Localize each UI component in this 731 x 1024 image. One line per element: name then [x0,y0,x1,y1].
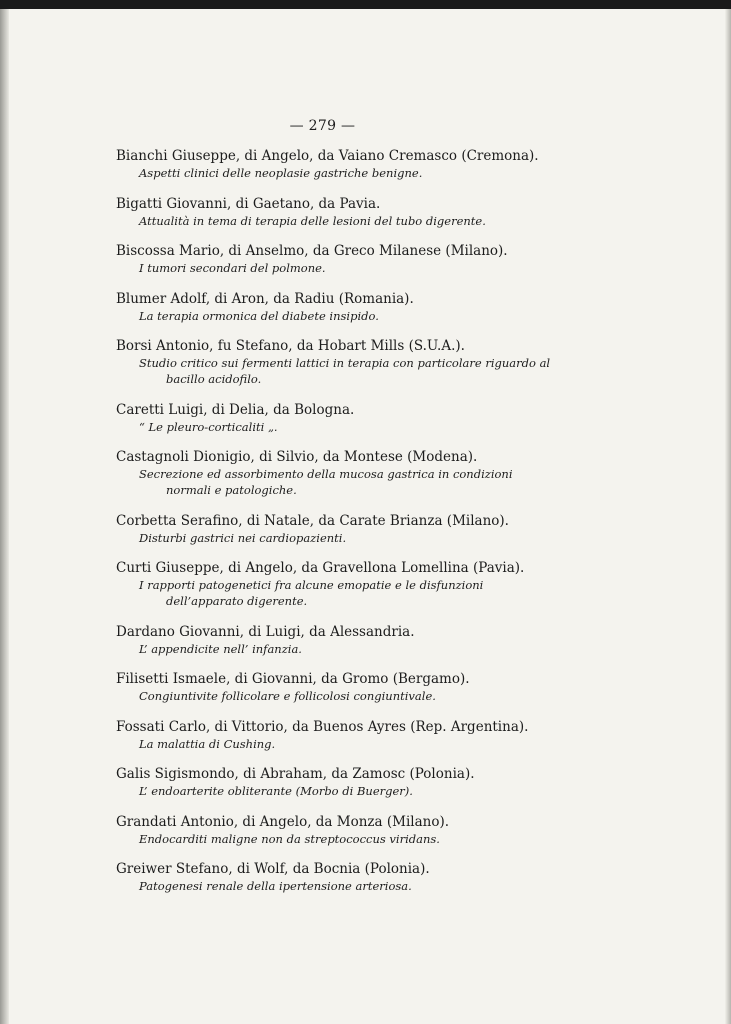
entry-title: Endocarditi maligne non da streptococcus viridans. [139,831,440,846]
list-item [116,291,556,324]
list-item [116,449,556,498]
entry-author: Curti Giuseppe, di Angelo, da Gravellona Lomellina (Pavia). [116,560,525,576]
list-item [116,671,556,704]
entry-title: Disturbi gastrici nei cardiopazienti. [139,530,347,545]
entry-author: Dardano Giovanni, di Luigi, da Alessandria. [116,623,415,640]
entry-author: Filisetti Ismaele, di Giovanni, da Gromo (Bergamo). [116,671,470,687]
entry-title: I rapporti patogenetici fra alcune emopatie e le disfunzioni dell’apparato digerente. [139,578,484,608]
list-item [116,861,556,894]
entry-title: Congiuntivite follicolare e follicolosi congiuntivale. [139,689,436,703]
list-item [116,196,556,229]
list-item [116,513,556,546]
entry-author: Bigatti Giovanni, di Gaetano, da Pavia. [116,195,381,212]
entry-author: Grandati Antonio, di Angelo, da Monza (Milano). [116,813,450,830]
entry-author: Corbetta Serafino, di Natale, da Carate Brianza (Milano). [116,512,509,529]
entry-author: Fossati Carlo, di Vittorio, da Buenos Ayres (Rep. Argentina). [116,718,529,735]
entry-author: Borsi Antonio, fu Stefano, da Hobart Mills (S.U.A.). [116,338,465,354]
scan-right-edge [725,9,731,1024]
list-item [116,766,556,799]
entry-title: “ Le pleuro-corticaliti „. [139,419,278,434]
entry-title: Patogenesi renale della ipertensione arteriosa. [139,879,412,893]
list-item [116,338,556,387]
entry-title: La malattia di Cushing. [139,736,276,751]
entry-author: Biscossa Mario, di Anselmo, da Greco Milanese (Milano). [116,243,508,259]
list-item [116,814,556,847]
entry-title: I tumori secondari del polmone. [139,261,326,275]
list-item [116,719,556,752]
entry-title: La terapia ormonica del diabete insipido. [139,308,379,323]
list-item [116,243,556,276]
entry-author: Blumer Adolf, di Aron, da Radiu (Romania). [116,290,414,307]
entry-title: Aspetti clinici delle neoplasie gastriche benigne. [139,166,423,180]
entry-title: L’ appendicite nell’ infanzia. [139,641,302,656]
entry-author: Castagnoli Dionigio, di Silvio, da Montese (Modena). [116,449,478,465]
entry-author: Galis Sigismondo, di Abraham, da Zamosc (Polonia). [116,766,475,782]
list-item [116,624,556,657]
entry-author: Greiwer Stefano, di Wolf, da Bocnia (Polonia). [116,861,430,877]
page-number: — 279 — [289,118,356,134]
entry-title: L’ endoarterite obliterante (Morbo di Buerger). [139,784,413,798]
scan-top-edge [0,0,731,9]
list-item [116,402,556,435]
entry-title: Studio critico sui fermenti lattici in terapia con particolare riguardo al bacillo acidofilo. [139,356,551,386]
entry-title: Attualità in tema di terapia delle lesioni del tubo digerente. [139,213,486,228]
list-item [116,148,556,181]
entry-author: Bianchi Giuseppe, di Angelo, da Vaiano Cremasco (Cremona). [116,148,539,164]
entry-title: Secrezione ed assorbimento della mucosa gastrica in condizioni normali e patologiche. [139,467,513,497]
thesis-list [116,148,556,909]
scan-left-edge [0,9,9,1024]
entry-author: Caretti Luigi, di Delia, da Bologna. [116,401,355,418]
list-item [116,560,556,609]
